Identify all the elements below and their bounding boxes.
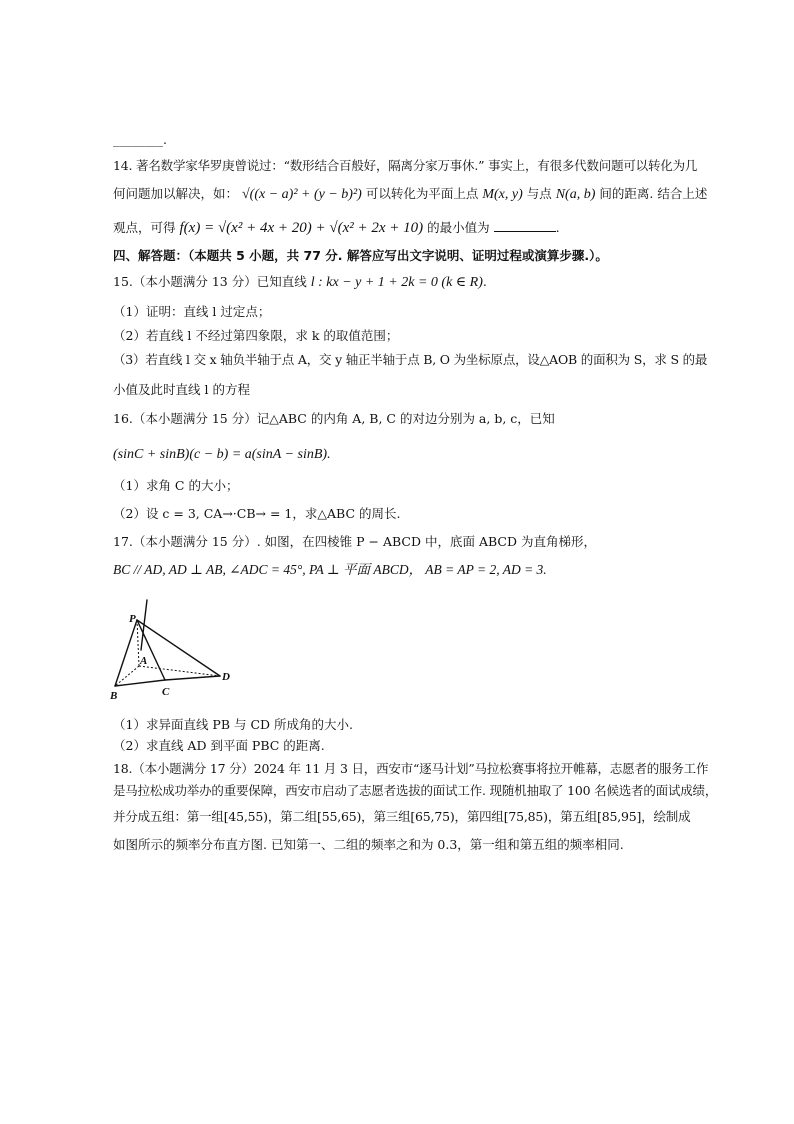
edge-pb xyxy=(115,620,137,686)
label-p: P xyxy=(129,613,136,625)
q14-text-b: 可以转化为平面上点 xyxy=(365,186,479,201)
q15-line-equation: l : kx − y + 1 + 2k = 0 (k ∈ R) xyxy=(310,275,483,290)
q14-text-a: 何问题加以解决，如： xyxy=(113,186,239,201)
question-14-line-1: 14. 著名数学家华罗庚曾说过：“数形结合百般好，隔离分家万事休.” 事实上，有很多代数问题可以转化为几 xyxy=(113,158,698,173)
label-b: B xyxy=(110,690,118,702)
question-14-line-2 xyxy=(113,185,707,204)
question-15-part-3-cont: 小值及此时直线 l 的方程 xyxy=(113,382,250,397)
label-c: C xyxy=(162,686,170,698)
q14-point-m: M(x, y) xyxy=(482,187,523,202)
question-15-part-2: （2）若直线 l 不经过第四象限，求 k 的取值范围； xyxy=(113,328,399,343)
question-16-part-1: （1）求角 C 的大小； xyxy=(113,478,239,493)
q15-text-a: 15.（本小题满分 13 分）已知直线 xyxy=(113,274,307,289)
question-17-conditions: BC // AD, AD ⊥ AB, ∠ADC = 45°, PA ⊥ 平面 ABCD， AB = AP = 2, AD = 3. xyxy=(113,562,547,577)
question-15-stem xyxy=(113,273,487,292)
question-16-equation: (sinC + sinB)(c − b) = a(sinA − sinB). xyxy=(113,447,331,462)
q14-text-c: 与点 xyxy=(526,186,552,201)
section-heading: 四、解答题：（本题共 5 小题，共 77 分. 解答应写出文字说明、证明过程或演算步骤.）。 xyxy=(113,248,608,263)
question-18-line-1: 18.（本小题满分 17 分）2024 年 11 月 3 日，西安市“逐马计划”马拉松赛事将拉开帷幕，志愿者的服务工作 xyxy=(113,761,709,776)
question-16-stem: 16.（本小题满分 15 分）记△ABC 的内角 A, B, C 的对边分别为 a, b, c，已知 xyxy=(113,411,555,426)
question-18-line-4: 如图所示的频率分布直方图. 已知第一、二组的频率之和为 0.3，第一组和第五组的频率相同. xyxy=(113,837,624,852)
question-18-line-2: 是马拉松成功举办的重要保障，西安市启动了志愿者选拔的面试工作. 现随机抽取了 100 名候选者的面试成绩， xyxy=(113,783,718,798)
label-d: D xyxy=(222,671,230,683)
q15-text-b: . xyxy=(482,274,487,289)
edge-cd xyxy=(165,676,220,680)
q14-text-f: 的最小值为 xyxy=(427,220,490,235)
label-a: A xyxy=(140,655,148,667)
q14-text-g: . xyxy=(555,220,560,235)
question-18-line-3: 并分成五组：第一组[45,55)，第二组[55,65)，第三组[65,75)，第四组[75,85)，第五组[85,95]，绘制成 xyxy=(113,809,691,824)
q14-answer-blank[interactable] xyxy=(494,218,556,232)
question-15-part-1: （1）证明：直线 l 过定点； xyxy=(113,304,271,319)
q14-point-n: N(a, b) xyxy=(555,187,596,202)
previous-answer-blank xyxy=(113,131,167,149)
blank-text: ________. xyxy=(113,132,167,147)
edge-bc xyxy=(115,680,165,686)
q14-distance-formula: √((x − a)² + (y − b)²) xyxy=(242,187,362,202)
question-15-part-3: （3）若直线 l 交 x 轴负半轴于点 A，交 y 轴正半轴于点 B, O 为坐标原点，设△AOB 的面积为 S，求 S 的最 xyxy=(113,352,708,367)
question-17-stem: 17.（本小题满分 15 分）. 如图，在四棱锥 P − ABCD 中，底面 ABCD 为直角梯形， xyxy=(113,534,596,549)
pyramid-figure xyxy=(110,598,235,710)
question-14-line-3 xyxy=(113,218,560,237)
q14-function: f(x) = √(x² + 4x + 20) + √(x² + 2x + 10) xyxy=(179,220,424,236)
question-17-part-1: （1）求异面直线 PB 与 CD 所成角的大小. xyxy=(113,717,354,732)
q14-text-d: 间的距离. 结合上述 xyxy=(599,186,708,201)
edge-pa xyxy=(137,620,139,666)
q14-text-e: 观点，可得 xyxy=(113,220,176,235)
question-16-part-2: （2）设 c = 3, CA→·CB→ = 1，求△ABC 的周长. xyxy=(113,506,401,521)
question-17-part-2: （2）求直线 AD 到平面 PBC 的距离. xyxy=(113,738,325,753)
